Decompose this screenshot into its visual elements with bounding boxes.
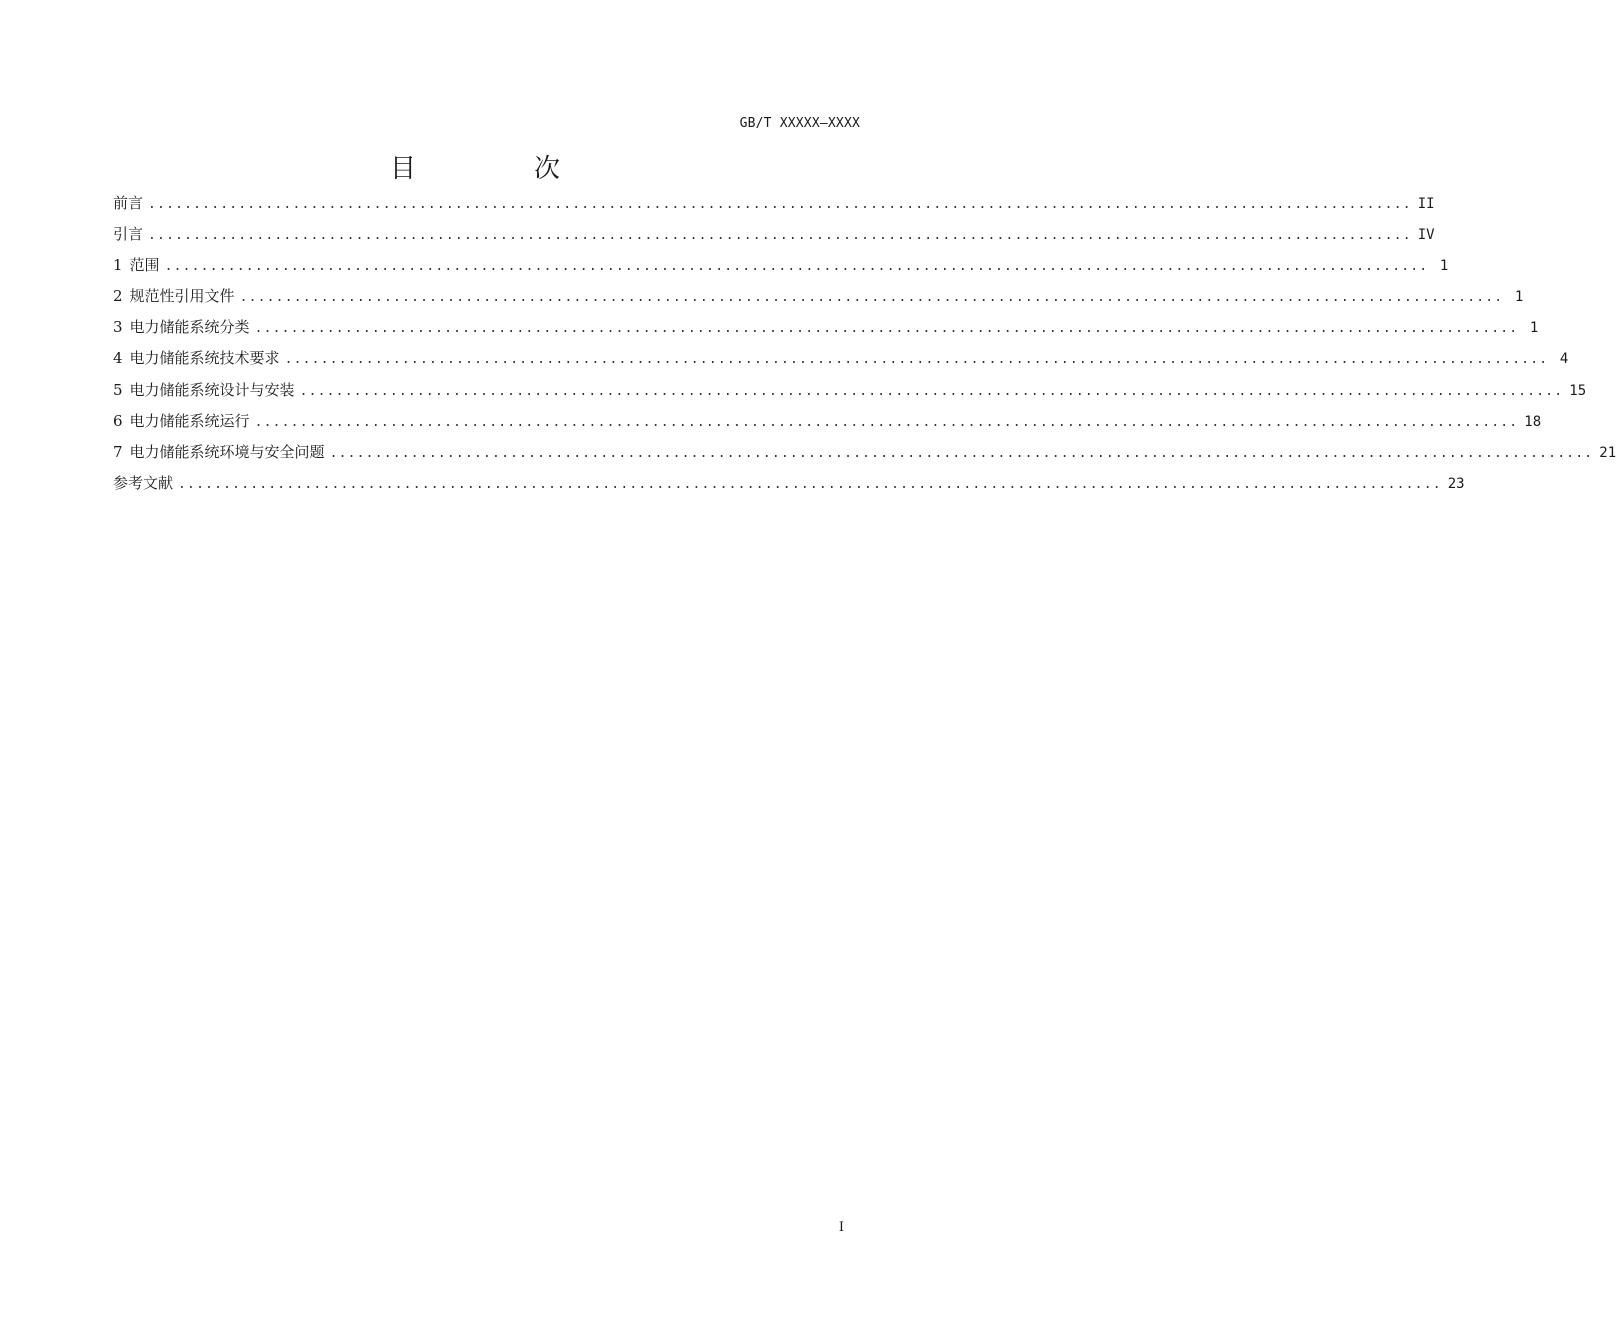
toc-entry-text: 电力储能系统运行: [129, 411, 250, 430]
toc-entry-text: 参考文献: [113, 473, 174, 492]
toc-entry-page: 18: [1524, 413, 1542, 430]
toc-entry-foreword[interactable]: [113, 188, 1435, 219]
toc-entry-label: [113, 219, 143, 250]
dot-leader: ............................................................................................................................................: [148, 228, 1412, 244]
toc-entry-classification[interactable]: [113, 312, 1539, 343]
dot-leader: ............................................................................................................................................: [239, 290, 1504, 306]
toc-entry-page: 23: [1447, 475, 1465, 492]
document-code: GB/T XXXXX—XXXX: [739, 116, 860, 131]
toc-entry-operation[interactable]: [113, 406, 1542, 437]
toc-entry-page: 15: [1569, 382, 1587, 399]
table-of-contents: [113, 188, 1616, 499]
toc-entry-text: 引言: [113, 225, 144, 244]
toc-entry-label: [113, 375, 295, 406]
dot-leader: ............................................................................................................................................: [148, 197, 1412, 212]
dot-leader: ............................................................................................................................................: [254, 414, 1519, 430]
toc-entry-label: [113, 468, 173, 499]
toc-entry-scope[interactable]: [113, 250, 1449, 281]
toc-entry-page: IV: [1417, 227, 1435, 244]
page-number: I: [838, 1220, 844, 1235]
toc-entry-label: [113, 406, 250, 437]
dot-leader: ............................................................................................................................................: [164, 259, 1429, 275]
toc-entry-label: [113, 250, 160, 281]
toc-entry-text: 前言: [113, 194, 144, 212]
toc-entry-number: 6: [113, 411, 123, 430]
dot-leader: ............................................................................................................................................: [299, 383, 1564, 399]
toc-entry-number: 4: [113, 349, 123, 368]
toc-title: 目 次: [389, 154, 606, 184]
toc-entry-text: 电力储能系统环境与安全问题: [129, 442, 325, 461]
toc-entry-label: [113, 312, 250, 343]
toc-entry-number: 5: [113, 380, 123, 399]
toc-entry-number: 7: [113, 442, 123, 461]
toc-entry-text: 范围: [129, 256, 160, 275]
toc-entry-design-installation[interactable]: [113, 375, 1587, 406]
toc-entry-page: 1: [1439, 258, 1449, 275]
toc-entry-number: 2: [113, 287, 123, 306]
toc-entry-text: 电力储能系统设计与安装: [129, 380, 295, 399]
toc-entry-normative-references[interactable]: [113, 281, 1524, 312]
toc-entry-bibliography[interactable]: [113, 468, 1465, 499]
toc-entry-text: 规范性引用文件: [129, 287, 235, 306]
toc-entry-environment-safety[interactable]: [113, 437, 1616, 468]
toc-entry-text: 电力储能系统技术要求: [129, 349, 280, 368]
toc-entry-page: 1: [1529, 320, 1539, 337]
toc-entry-page: 21: [1599, 444, 1616, 461]
toc-entry-text: 电力储能系统分类: [129, 318, 250, 337]
toc-entry-page: II: [1417, 196, 1435, 212]
toc-entry-number: 3: [113, 318, 123, 337]
dot-leader: ............................................................................................................................................: [178, 476, 1442, 492]
toc-entry-technical-requirements[interactable]: [113, 343, 1569, 374]
toc-entry-page: 4: [1559, 351, 1569, 368]
dot-leader: ............................................................................................................................................: [284, 352, 1549, 368]
toc-entry-page: 1: [1514, 289, 1524, 306]
toc-entry-label: [113, 437, 325, 468]
dot-leader: ............................................................................................................................................: [254, 321, 1519, 337]
toc-entry-number: 1: [113, 256, 123, 275]
toc-entry-label: [113, 281, 235, 312]
toc-entry-introduction[interactable]: [113, 219, 1435, 250]
dot-leader: ............................................................................................................................................: [329, 445, 1594, 461]
toc-entry-label: [113, 343, 280, 374]
toc-entry-label: [113, 188, 143, 219]
